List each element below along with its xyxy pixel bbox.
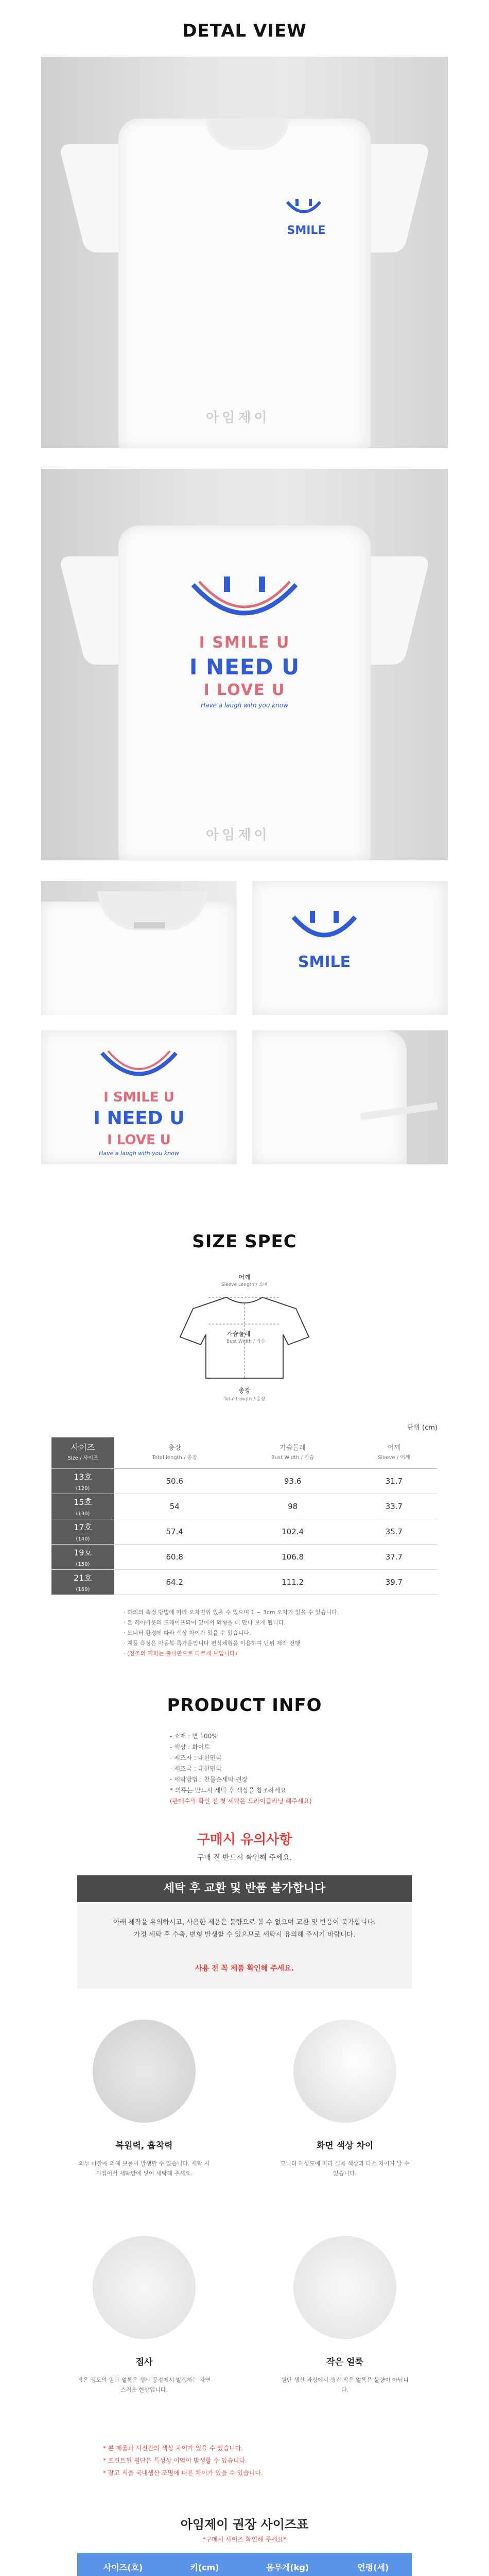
- swatch-title: 작은 얼룩: [326, 2357, 363, 2367]
- diagram-chest-label: 가슴둘레: [226, 1330, 251, 1337]
- swatch-desc: 외부 마찰에 의해 보풀이 발생할 수 있습니다. 세탁 시 뒤집어서 세탁망에 넣어 세탁해 주세요.: [78, 2160, 210, 2177]
- print-line-2: I NEED U: [93, 1108, 185, 1129]
- swatch-color-diff: [293, 2020, 396, 2123]
- smile-face-icon: [283, 196, 324, 222]
- smile-arc-graphic: [98, 1046, 180, 1087]
- product-photo-front: [41, 57, 448, 448]
- diagram-shoulder-label: 어깨: [238, 1274, 251, 1281]
- col-chest: 가슴둘레 Bust Width / 가슴: [235, 1437, 350, 1469]
- caution-body-red: 사용 전 꼭 제품 확인해 주세요.: [195, 1964, 294, 1973]
- print-line-3: I LOVE U: [107, 1132, 171, 1148]
- swatch-pilling: [93, 2020, 196, 2123]
- swatch-desc: 작은 정도의 원단 얼룩은 생산 공정에서 발생하는 자연스러운 현상입니다.: [77, 2377, 211, 2393]
- print-line-3: I LOVE U: [203, 681, 286, 699]
- table-row: 17호 (140) 57.4 102.4 35.7: [51, 1519, 438, 1545]
- table-row: 21호 (160) 64.2 111.2 39.7: [51, 1570, 438, 1595]
- size-notes: · 하의의 측정 방법에 따라 오차범위 있을 수 있으며 1 ~ 3cm 오차가 있을 수 있습니다. · 본 레이아웃의 드레이프되어 있어서 외형을 더 만나 보게 됩니다. · 모니터 환경에 따라 색상 차이가 있을 수 있습니다. · 제품 측정은 아동복 특가운입니다 편식체형을 이용하여 단위 제작 진행 · (전조의 지퍼는 출미판으로 다르게 보입니다): [124, 1609, 339, 1657]
- unit-label: 단위 (cm): [407, 1424, 438, 1432]
- closeup-smile-print: [252, 881, 448, 1015]
- table-row: 13호 (120) 50.6 93.6 31.7: [51, 1469, 438, 1494]
- table-row: 15호 (130) 54 98 33.7: [51, 1494, 438, 1519]
- size-spec-title: SIZE SPEC: [192, 1231, 297, 1252]
- caution-body: 아래 제작을 유의하시고, 사용한 제품은 불량으로 볼 수 없으며 교환 및 반품이 불가합니다. 가정 세탁 후 수축, 변형 발생할 수 있으므로 세탁시 유의해 주시기 바랍니다.: [113, 1919, 376, 1939]
- label-tag: [134, 922, 165, 928]
- swatch-closeup: [93, 2236, 196, 2339]
- diagram-length-label: 총장: [238, 1387, 251, 1394]
- col-length: 총장 Total length / 총장: [114, 1437, 235, 1469]
- watermark-text: 아임제이: [206, 410, 270, 426]
- recommend-title: 아임제이 권장 사이즈표: [180, 2517, 309, 2532]
- size-spec-table: [51, 1437, 438, 1595]
- watermark-text: 아임제이: [206, 827, 270, 843]
- smile-print-text: SMILE: [287, 224, 326, 237]
- table-row: 19호 (150) 60.8 106.8 37.7: [51, 1545, 438, 1570]
- smile-arc-graphic: [188, 574, 301, 636]
- swatch-stain: [293, 2236, 396, 2339]
- diagram-length-en: Total Length / 총장: [223, 1397, 266, 1402]
- caution-subtitle: 구매 전 반드시 확인해 주세요.: [197, 1854, 292, 1862]
- print-tagline: Have a laugh with you know: [200, 702, 289, 709]
- caution-title: 구매시 유의사항: [197, 1832, 292, 1848]
- table-header-row: 사이즈(호) 키(cm) 몸무게(kg) 연령(세): [78, 2553, 412, 2576]
- swatch-desc: 원단 생산 과정에서 생긴 작은 얼룩은 불량이 아닙니다.: [281, 2377, 409, 2393]
- closeup-sleeve: [252, 1030, 448, 1164]
- col-shoulder: 어깨 Sleeve / 어깨: [351, 1437, 438, 1469]
- caution-banner: 세탁 후 교환 및 반품 불가합니다: [77, 1875, 412, 1902]
- caution-bullets: * 본 제품과 사진간의 색상 차이가 있을 수 있습니다. * 프린트된 원단은 특성상 이염이 발생할 수 있습니다. * 잘고 서울 국내생산 조명에 따른 차이가 있을 수 있습니다.: [103, 2445, 263, 2477]
- detail-view-title: DETAL VIEW: [182, 21, 307, 41]
- swatch-title: 복원력, 흡착력: [115, 2141, 173, 2151]
- swatch-desc: 모니터 해상도에 따라 실제 색상과 다소 차이가 날 수 있습니다.: [280, 2160, 410, 2177]
- closeup-back-print: [41, 1030, 237, 1164]
- print-line-1: I SMILE U: [199, 634, 290, 652]
- product-info-title: PRODUCT INFO: [167, 1695, 322, 1716]
- table-header-row: [51, 1437, 438, 1469]
- diagram-shoulder-en: Sleeve Length / 소매: [221, 1282, 268, 1287]
- smile-print-text: SMILE: [298, 953, 351, 971]
- swatch-title: 화면 색상 차이: [316, 2141, 374, 2151]
- smile-face-icon: [288, 907, 360, 948]
- print-tagline: Have a laugh with you know: [99, 1150, 179, 1157]
- product-photo-back: [41, 469, 448, 860]
- product-info-list: - 소재 : 면 100% - 색상 : 화이트 - 제조자 : 대한민국 - 제조국 : 대한민국 - 세탁방법 : 찬물손세탁 권장 * 의류는 반드시 세탁 후 색상을 참조하세요 (판매수익 확인 전 첫 세탁은 드라이클리닝 해주세요): [170, 1733, 312, 1805]
- print-line-1: I SMILE U: [103, 1090, 174, 1105]
- col-size: 사이즈 Size / 사이즈: [51, 1437, 114, 1469]
- closeup-collar: [41, 881, 237, 1015]
- diagram-chest-en: Bust Width / 가슴: [226, 1339, 266, 1344]
- size-diagram: [154, 1273, 335, 1412]
- recommend-table: [77, 2553, 412, 2576]
- print-line-2: I NEED U: [189, 654, 300, 680]
- caution-box: [77, 1875, 412, 1989]
- swatch-title: 접사: [135, 2357, 153, 2367]
- recommend-subtitle: *구매시 사이즈 확인해 주세요*: [202, 2536, 287, 2543]
